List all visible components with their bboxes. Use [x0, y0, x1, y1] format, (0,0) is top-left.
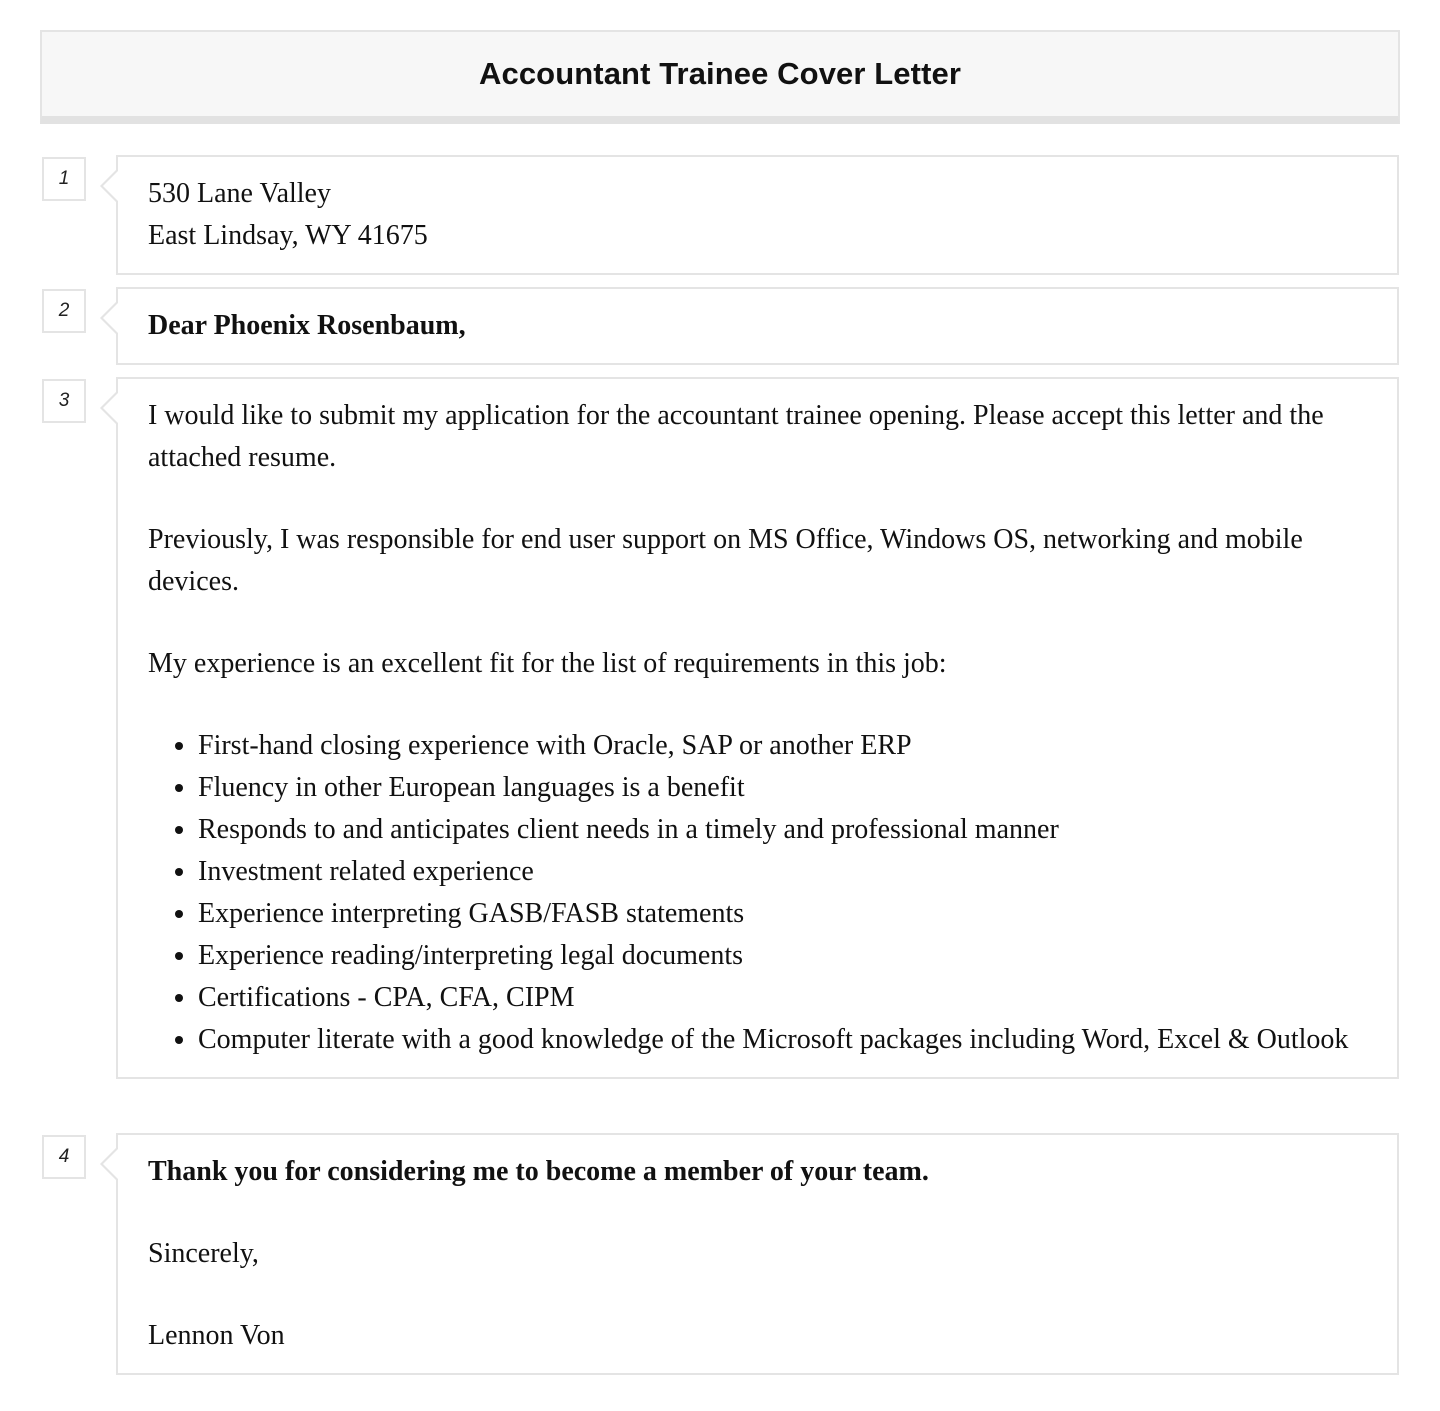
closing-statement: Thank you for considering me to become a member of your team.	[148, 1156, 929, 1187]
address-line-2: East Lindsay, WY 41675	[148, 220, 428, 251]
requirements-list	[148, 725, 1367, 1061]
section-number: 3	[42, 379, 86, 423]
list-item: • Experience reading/interpreting legal documents	[198, 935, 1367, 977]
list-item: • Fluency in other European languages is a benefit	[198, 767, 1367, 809]
section-number: 2	[42, 289, 86, 333]
section-number: 4	[42, 1135, 86, 1179]
list-item: • First-hand closing experience with Oracle, SAP or another ERP	[198, 725, 1367, 767]
experience-paragraph: Previously, I was responsible for end user support on MS Office, Windows OS, networking and mobile devices.	[148, 524, 1303, 597]
list-item: • Computer literate with a good knowledge of the Microsoft packages including Word, Excel & Outlook	[198, 1019, 1367, 1061]
list-item: • Experience interpreting GASB/FASB statements	[198, 893, 1367, 935]
intro-paragraph: I would like to submit my application for the accountant trainee opening. Please accept this letter and the attached resume.	[148, 400, 1324, 473]
list-item: • Certifications - CPA, CFA, CIPM	[198, 977, 1367, 1019]
salutation: Dear Phoenix Rosenbaum,	[148, 310, 466, 341]
signature-name: Lennon Von	[148, 1320, 285, 1351]
salutation-card	[116, 287, 1399, 365]
section-number: 1	[42, 157, 86, 201]
page-title: Accountant Trainee Cover Letter	[479, 56, 961, 91]
requirements-intro: My experience is an excellent fit for the list of requirements in this job:	[148, 648, 947, 679]
address-card	[116, 155, 1399, 275]
letter-header	[40, 30, 1400, 124]
address-line-1: 530 Lane Valley	[148, 178, 331, 209]
closing-card	[116, 1133, 1399, 1375]
list-item: • Responds to and anticipates client needs in a timely and professional manner	[198, 809, 1367, 851]
body-card	[116, 377, 1399, 1079]
list-item: • Investment related experience	[198, 851, 1367, 893]
sign-off: Sincerely,	[148, 1238, 259, 1269]
